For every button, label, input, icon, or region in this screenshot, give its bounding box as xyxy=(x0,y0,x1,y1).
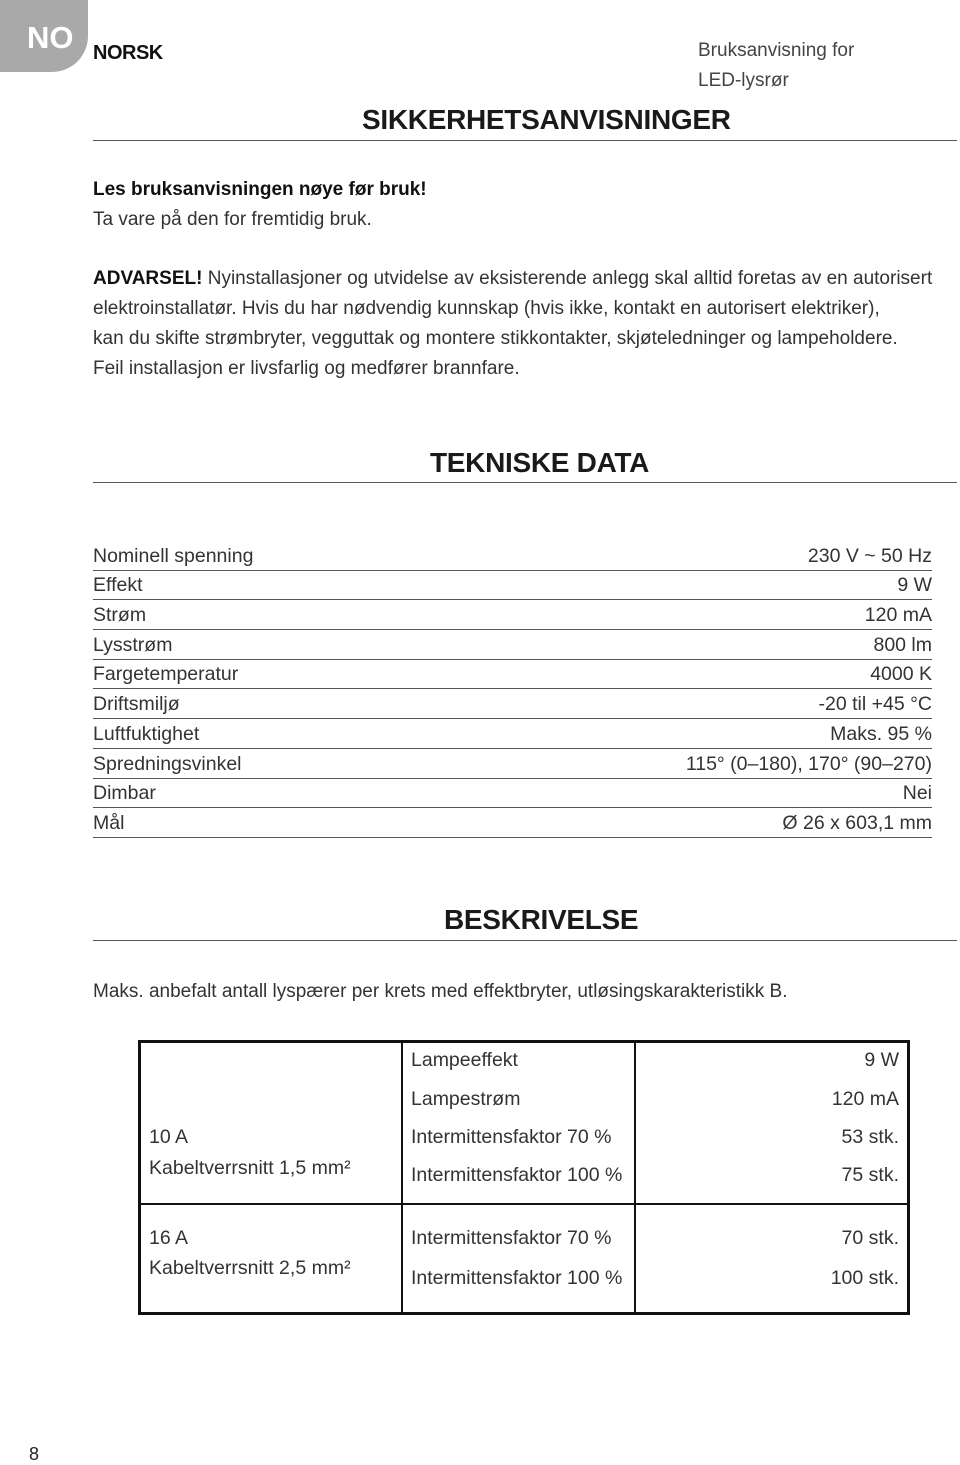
group-breaker: 10 A xyxy=(149,1126,189,1148)
duty-factor-label: Intermittensfaktor 70 % xyxy=(411,1227,612,1249)
spec-value: -20 til +45 °C xyxy=(818,693,932,716)
duty-factor-label: Intermittensfaktor 100 % xyxy=(411,1267,623,1289)
spec-row xyxy=(93,630,932,660)
spec-row xyxy=(93,690,932,720)
warning-line-1 xyxy=(93,264,957,294)
warning-line-3: kan du skifte strømbryter, vegguttak og montere stikkontakter, skjøteledninger og lampeholdere. xyxy=(93,328,898,349)
page-number: 8 xyxy=(29,1444,40,1464)
spec-label: Fargetemperatur xyxy=(93,663,239,686)
spec-row xyxy=(93,808,932,838)
spec-row xyxy=(93,660,932,690)
spec-label: Mål xyxy=(93,811,125,834)
warning-label: ADVARSEL! xyxy=(93,268,203,289)
warning-line-2: elektroinstallatør. Hvis du har nødvendig kunnskap (hvis ikke, kontakt en autorisert elektriker), xyxy=(93,298,880,319)
spec-value: 800 lm xyxy=(873,633,932,656)
group-cable: Kabeltverrsnitt 1,5 mm² xyxy=(149,1157,351,1179)
spec-value: 9 W xyxy=(897,574,932,597)
duty-factor-label: Intermittensfaktor 100 % xyxy=(411,1164,623,1186)
description-title-rule xyxy=(93,940,957,941)
lamp-power-value: 9 W xyxy=(864,1049,899,1071)
tech-title-rule xyxy=(93,482,957,483)
spec-value: 230 V ~ 50 Hz xyxy=(807,544,932,567)
tech-title: TEKNISKE DATA xyxy=(430,447,650,478)
lamp-current-label: Lampestrøm xyxy=(411,1088,521,1110)
table-divider xyxy=(141,1203,907,1205)
spec-row xyxy=(93,541,932,571)
spec-label: Effekt xyxy=(93,574,143,597)
spec-value: Maks. 95 % xyxy=(830,722,932,745)
warning-line-1-text: Nyinstallasjoner og utvidelse av eksisterende anlegg skal alltid foretas av en autorisert xyxy=(202,268,933,289)
duty-factor-value: 100 stk. xyxy=(830,1267,899,1289)
language-name: NORSK xyxy=(93,42,163,64)
safety-intro-bold: Les bruksanvisningen nøye før bruk! xyxy=(93,179,427,200)
group-cable: Kabeltverrsnitt 2,5 mm² xyxy=(149,1257,351,1279)
document-title-line-1: Bruksanvisning for xyxy=(698,40,855,61)
spec-value: Nei xyxy=(902,782,932,805)
safety-warning xyxy=(93,264,957,384)
lamp-current-value: 120 mA xyxy=(831,1088,899,1110)
spec-label: Dimbar xyxy=(93,782,156,805)
description-title: BESKRIVELSE xyxy=(444,904,639,935)
spec-label: Driftsmiljø xyxy=(93,693,180,716)
warning-line-4: Feil installasjon er livsfarlig og medfører brannfare. xyxy=(93,358,520,379)
duty-factor-value: 53 stk. xyxy=(841,1126,899,1148)
spec-row xyxy=(93,779,932,809)
safety-title: SIKKERHETSANVISNINGER xyxy=(362,104,731,135)
description-text: Maks. anbefalt antall lyspærer per krets med effektbryter, utløsingskarakteristikk B. xyxy=(93,981,788,1002)
spec-label: Luftfuktighet xyxy=(93,722,200,745)
spec-row xyxy=(93,749,932,779)
duty-factor-value: 75 stk. xyxy=(841,1164,899,1186)
duty-factor-label: Intermittensfaktor 70 % xyxy=(411,1126,612,1148)
group-breaker: 16 A xyxy=(149,1227,189,1249)
document-title xyxy=(698,36,854,96)
spec-row xyxy=(93,719,932,749)
spec-label: Spredningsvinkel xyxy=(93,752,242,775)
language-code: NO xyxy=(27,20,74,55)
duty-factor-value: 70 stk. xyxy=(841,1227,899,1249)
safety-intro-text: Ta vare på den for fremtidig bruk. xyxy=(93,209,372,230)
lamp-power-label: Lampeeffekt xyxy=(411,1049,518,1071)
safety-title-rule xyxy=(93,140,957,141)
spec-value: 115° (0–180), 170° (90–270) xyxy=(685,752,932,775)
spec-label: Nominell spenning xyxy=(93,544,254,567)
table-divider xyxy=(634,1043,636,1312)
circuit-table xyxy=(138,1040,910,1315)
table-divider xyxy=(401,1043,403,1312)
spec-label: Strøm xyxy=(93,604,147,627)
spec-value: 120 mA xyxy=(864,604,932,627)
spec-value: Ø 26 x 603,1 mm xyxy=(782,811,932,834)
spec-value: 4000 K xyxy=(870,663,932,686)
spec-row xyxy=(93,600,932,630)
spec-label: Lysstrøm xyxy=(93,633,173,656)
document-title-line-2: LED-lysrør xyxy=(698,70,789,91)
spec-row xyxy=(93,571,932,601)
